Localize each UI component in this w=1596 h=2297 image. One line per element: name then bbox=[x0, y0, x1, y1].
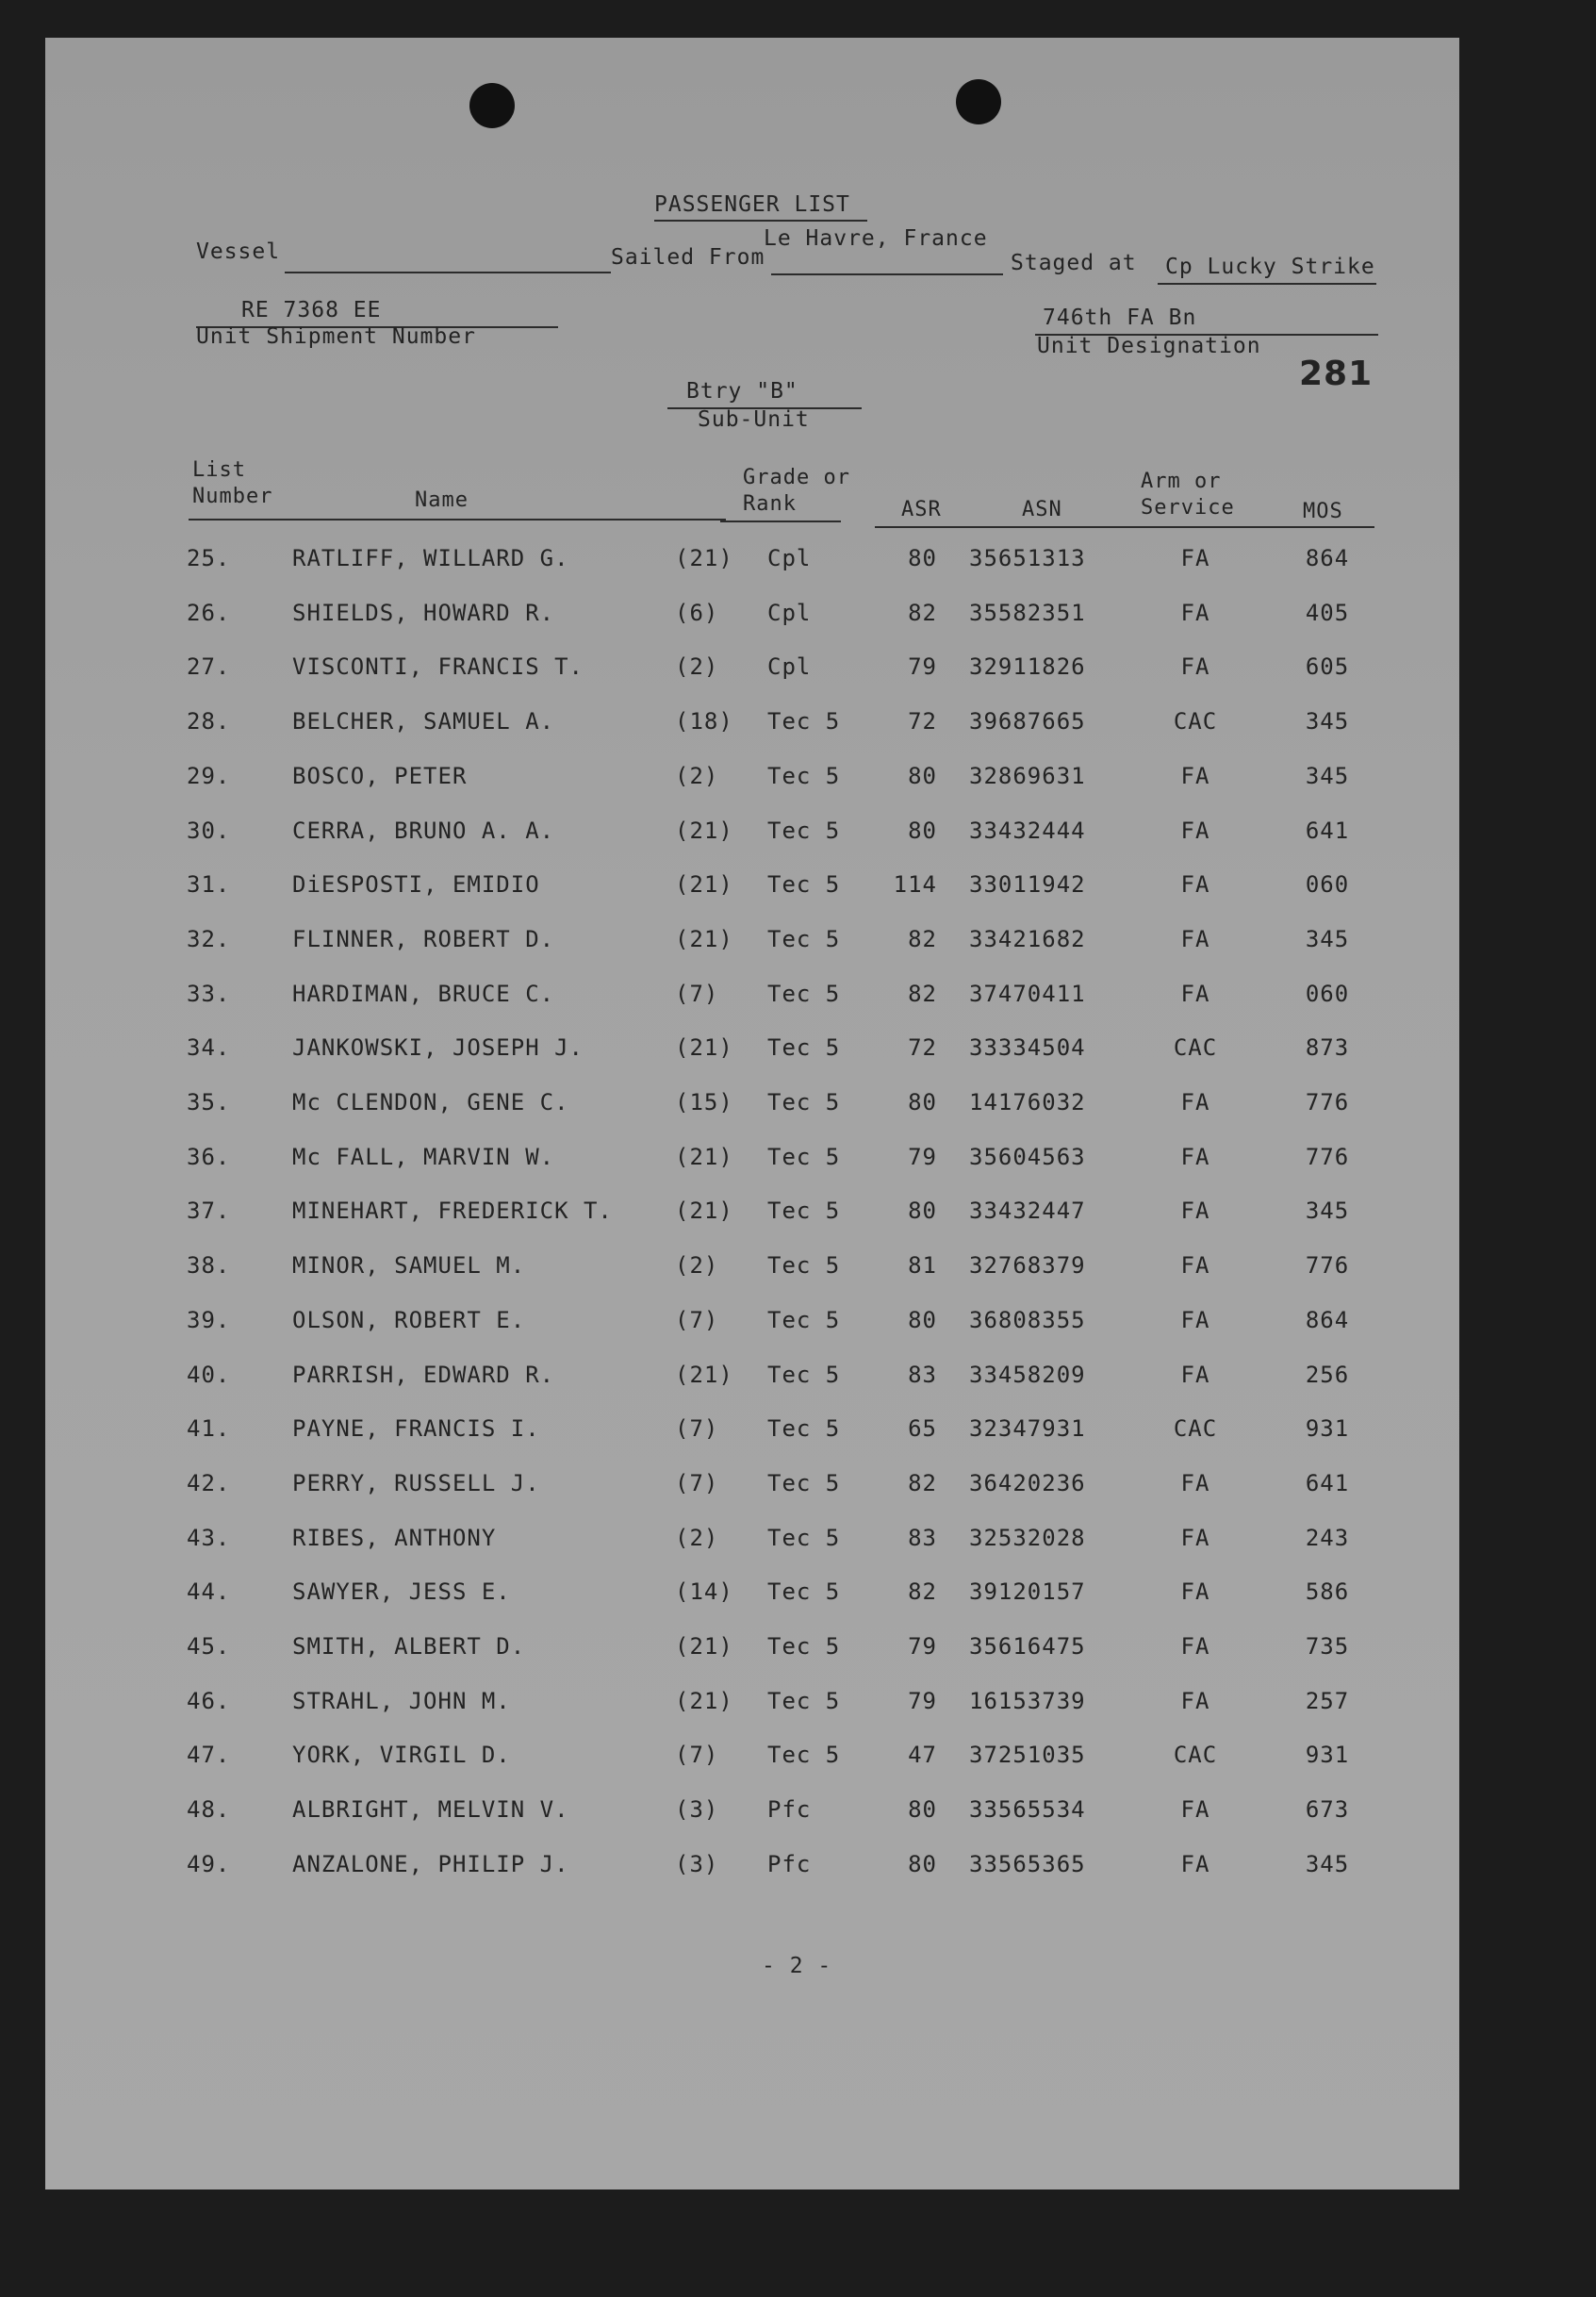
army-serial-number: 39120157 bbox=[969, 1578, 1086, 1606]
list-number: 29. bbox=[187, 762, 231, 789]
rank: Tec 5 bbox=[767, 1687, 841, 1714]
arm-or-service: FA bbox=[1180, 1089, 1210, 1115]
mos-code: 776 bbox=[1305, 1143, 1350, 1170]
staged-at-label: Staged at bbox=[1011, 251, 1137, 275]
grade-code: (21) bbox=[675, 1687, 733, 1714]
passenger-name: MINOR, SAMUEL M. bbox=[292, 1252, 526, 1280]
list-number: 45. bbox=[187, 1633, 231, 1660]
col-header-list: List bbox=[192, 458, 246, 482]
grade-code: (2) bbox=[675, 1524, 719, 1551]
list-number: 31. bbox=[187, 871, 231, 899]
passenger-name: RATLIFF, WILLARD G. bbox=[292, 545, 569, 571]
passenger-name: PERRY, RUSSELL J. bbox=[292, 1469, 540, 1496]
passenger-name: Mc CLENDON, GENE C. bbox=[292, 1089, 569, 1115]
mos-code: 257 bbox=[1305, 1687, 1350, 1714]
list-number: 41. bbox=[187, 1415, 231, 1443]
list-number: 44. bbox=[187, 1578, 231, 1606]
passenger-name: CERRA, BRUNO A. A. bbox=[292, 817, 555, 844]
army-serial-number: 33421682 bbox=[969, 925, 1086, 952]
table-row bbox=[45, 926, 1459, 979]
staged-at-value: Cp Lucky Strike bbox=[1165, 255, 1375, 279]
asr-score: 79 bbox=[908, 653, 937, 681]
army-serial-number: 33432444 bbox=[969, 817, 1086, 844]
mos-code: 931 bbox=[1305, 1742, 1350, 1769]
passenger-name: JANKOWSKI, JOSEPH J. bbox=[292, 1034, 584, 1062]
mos-code: 345 bbox=[1305, 1850, 1350, 1877]
asr-score: 80 bbox=[908, 1198, 937, 1225]
arm-or-service: FA bbox=[1180, 817, 1210, 844]
arm-or-service: FA bbox=[1180, 1252, 1210, 1280]
army-serial-number: 32347931 bbox=[969, 1415, 1086, 1443]
army-serial-number: 35616475 bbox=[969, 1633, 1086, 1660]
army-serial-number: 33458209 bbox=[969, 1361, 1086, 1388]
mos-code: 864 bbox=[1305, 1306, 1350, 1333]
sailed-from-value: Le Havre, France bbox=[764, 226, 988, 251]
mos-code: 605 bbox=[1305, 653, 1350, 681]
grade-code: (21) bbox=[675, 817, 733, 844]
arm-or-service: CAC bbox=[1173, 708, 1218, 735]
grade-code: (2) bbox=[675, 762, 719, 789]
asr-score: 80 bbox=[908, 1306, 937, 1333]
mos-code: 586 bbox=[1305, 1578, 1350, 1606]
arm-or-service: FA bbox=[1180, 1796, 1210, 1824]
passenger-name: PAYNE, FRANCIS I. bbox=[292, 1415, 540, 1443]
col-header-mos: MOS bbox=[1303, 500, 1343, 523]
grade-code: (21) bbox=[675, 925, 733, 952]
arm-or-service: FA bbox=[1180, 980, 1210, 1007]
asr-score: 80 bbox=[908, 1850, 937, 1877]
arm-or-service: FA bbox=[1180, 1361, 1210, 1388]
table-row bbox=[45, 1089, 1459, 1142]
grade-code: (21) bbox=[675, 1361, 733, 1388]
list-number: 47. bbox=[187, 1742, 231, 1769]
mos-code: 641 bbox=[1305, 817, 1350, 844]
grade-code: (7) bbox=[675, 980, 719, 1007]
asr-score: 114 bbox=[893, 871, 937, 899]
arm-or-service: CAC bbox=[1173, 1415, 1218, 1443]
header-rule-1 bbox=[189, 519, 726, 521]
mos-code: 776 bbox=[1305, 1252, 1350, 1280]
asr-score: 82 bbox=[908, 1469, 937, 1496]
arm-or-service: FA bbox=[1180, 1306, 1210, 1333]
table-row bbox=[45, 1198, 1459, 1250]
vessel-line bbox=[285, 272, 611, 273]
mos-code: 243 bbox=[1305, 1524, 1350, 1551]
list-number: 27. bbox=[187, 653, 231, 681]
arm-or-service: FA bbox=[1180, 1687, 1210, 1714]
grade-code: (2) bbox=[675, 653, 719, 681]
mos-code: 345 bbox=[1305, 708, 1350, 735]
army-serial-number: 32532028 bbox=[969, 1524, 1086, 1551]
table-row bbox=[45, 1851, 1459, 1904]
mos-code: 060 bbox=[1305, 871, 1350, 899]
table-row bbox=[45, 1525, 1459, 1578]
rank: Tec 5 bbox=[767, 1198, 841, 1225]
rank: Tec 5 bbox=[767, 1143, 841, 1170]
table-row bbox=[45, 1633, 1459, 1686]
passenger-name: Mc FALL, MARVIN W. bbox=[292, 1143, 555, 1170]
unit-designation-value: 746th FA Bn bbox=[1043, 306, 1197, 330]
title-underline bbox=[654, 220, 867, 222]
list-number: 49. bbox=[187, 1850, 231, 1877]
mos-code: 256 bbox=[1305, 1361, 1350, 1388]
asr-score: 47 bbox=[908, 1742, 937, 1769]
rank: Pfc bbox=[767, 1850, 812, 1877]
unit-shipment-number-value: RE 7368 EE bbox=[241, 298, 382, 322]
rank: Cpl bbox=[767, 545, 812, 571]
col-header-grade: Grade or bbox=[743, 466, 850, 489]
table-row bbox=[45, 545, 1459, 598]
passenger-name: MINEHART, FREDERICK T. bbox=[292, 1198, 613, 1225]
grade-code: (21) bbox=[675, 871, 733, 899]
list-number: 36. bbox=[187, 1143, 231, 1170]
asr-score: 80 bbox=[908, 545, 937, 571]
grade-code: (7) bbox=[675, 1415, 719, 1443]
mos-code: 735 bbox=[1305, 1633, 1350, 1660]
passenger-name: YORK, VIRGIL D. bbox=[292, 1742, 511, 1769]
rank: Tec 5 bbox=[767, 1742, 841, 1769]
list-number: 43. bbox=[187, 1524, 231, 1551]
list-number: 37. bbox=[187, 1198, 231, 1225]
grade-code: (3) bbox=[675, 1850, 719, 1877]
col-header-asr: ASR bbox=[901, 498, 942, 521]
arm-or-service: FA bbox=[1180, 1850, 1210, 1877]
grade-code: (21) bbox=[675, 1034, 733, 1062]
page-stamp-number: 281 bbox=[1299, 355, 1374, 393]
unit-designation-label: Unit Designation bbox=[1037, 334, 1261, 358]
asr-score: 80 bbox=[908, 817, 937, 844]
arm-or-service: FA bbox=[1180, 1469, 1210, 1496]
rank: Tec 5 bbox=[767, 1089, 841, 1115]
army-serial-number: 32768379 bbox=[969, 1252, 1086, 1280]
form-title: PASSENGER LIST bbox=[654, 192, 850, 217]
table-row bbox=[45, 981, 1459, 1033]
passenger-name: BOSCO, PETER bbox=[292, 762, 468, 789]
table-row bbox=[45, 1578, 1459, 1631]
rank: Cpl bbox=[767, 653, 812, 681]
col-header-arm: Arm or bbox=[1141, 470, 1222, 493]
passenger-name: ANZALONE, PHILIP J. bbox=[292, 1850, 569, 1877]
army-serial-number: 33565365 bbox=[969, 1850, 1086, 1877]
army-serial-number: 36808355 bbox=[969, 1306, 1086, 1333]
list-number: 40. bbox=[187, 1361, 231, 1388]
passenger-name: RIBES, ANTHONY bbox=[292, 1524, 497, 1551]
page-footer: - 2 - bbox=[762, 1954, 832, 1978]
rank: Tec 5 bbox=[767, 1361, 841, 1388]
sub-unit-label: Sub-Unit bbox=[698, 407, 810, 432]
mos-code: 776 bbox=[1305, 1089, 1350, 1115]
unit-shipment-number-label: Unit Shipment Number bbox=[196, 324, 476, 349]
col-header-asn: ASN bbox=[1022, 498, 1062, 521]
grade-code: (18) bbox=[675, 708, 733, 735]
table-row bbox=[45, 1252, 1459, 1305]
asr-score: 83 bbox=[908, 1361, 937, 1388]
passenger-name: SMITH, ALBERT D. bbox=[292, 1633, 526, 1660]
table-row bbox=[45, 1688, 1459, 1741]
asr-score: 72 bbox=[908, 708, 937, 735]
asr-score: 79 bbox=[908, 1633, 937, 1660]
asr-score: 83 bbox=[908, 1524, 937, 1551]
army-serial-number: 14176032 bbox=[969, 1089, 1086, 1115]
rank: Tec 5 bbox=[767, 980, 841, 1007]
asr-score: 82 bbox=[908, 980, 937, 1007]
rank: Tec 5 bbox=[767, 1252, 841, 1280]
passenger-name: SHIELDS, HOWARD R. bbox=[292, 599, 555, 626]
table-row bbox=[45, 653, 1459, 706]
rank: Tec 5 bbox=[767, 1524, 841, 1551]
grade-code: (7) bbox=[675, 1469, 719, 1496]
mos-code: 931 bbox=[1305, 1415, 1350, 1443]
rank: Tec 5 bbox=[767, 1469, 841, 1496]
header-rule-2 bbox=[720, 521, 841, 522]
list-number: 46. bbox=[187, 1687, 231, 1714]
asr-score: 81 bbox=[908, 1252, 937, 1280]
army-serial-number: 32911826 bbox=[969, 653, 1086, 681]
list-number: 39. bbox=[187, 1306, 231, 1333]
sailed-from-label: Sailed From bbox=[611, 245, 765, 270]
army-serial-number: 37251035 bbox=[969, 1742, 1086, 1769]
list-number: 38. bbox=[187, 1252, 231, 1280]
mos-code: 873 bbox=[1305, 1034, 1350, 1062]
list-number: 35. bbox=[187, 1089, 231, 1115]
header-rule-3 bbox=[875, 526, 1374, 528]
passenger-name: SAWYER, JESS E. bbox=[292, 1578, 511, 1606]
vessel-label: Vessel bbox=[196, 240, 281, 264]
mos-code: 060 bbox=[1305, 980, 1350, 1007]
arm-or-service: FA bbox=[1180, 545, 1210, 571]
grade-code: (21) bbox=[675, 1198, 733, 1225]
asr-score: 82 bbox=[908, 1578, 937, 1606]
asr-score: 82 bbox=[908, 925, 937, 952]
table-row bbox=[45, 1796, 1459, 1849]
list-number: 42. bbox=[187, 1469, 231, 1496]
table-row bbox=[45, 1034, 1459, 1087]
arm-or-service: FA bbox=[1180, 1633, 1210, 1660]
grade-code: (21) bbox=[675, 1143, 733, 1170]
sailed-from-line bbox=[771, 273, 1003, 275]
list-number: 28. bbox=[187, 708, 231, 735]
list-number: 32. bbox=[187, 925, 231, 952]
table-row bbox=[45, 871, 1459, 924]
col-header-name: Name bbox=[415, 488, 469, 512]
arm-or-service: FA bbox=[1180, 762, 1210, 789]
grade-code: (2) bbox=[675, 1252, 719, 1280]
mos-code: 864 bbox=[1305, 545, 1350, 571]
asr-score: 79 bbox=[908, 1143, 937, 1170]
asr-score: 65 bbox=[908, 1415, 937, 1443]
table-row bbox=[45, 1307, 1459, 1360]
arm-or-service: FA bbox=[1180, 925, 1210, 952]
passenger-name: OLSON, ROBERT E. bbox=[292, 1306, 526, 1333]
arm-or-service: FA bbox=[1180, 1524, 1210, 1551]
table-row bbox=[45, 1362, 1459, 1414]
passenger-name: HARDIMAN, BRUCE C. bbox=[292, 980, 555, 1007]
arm-or-service: CAC bbox=[1173, 1742, 1218, 1769]
staged-at-line bbox=[1158, 283, 1376, 285]
mos-code: 345 bbox=[1305, 1198, 1350, 1225]
table-row bbox=[45, 818, 1459, 870]
grade-code: (6) bbox=[675, 599, 719, 626]
army-serial-number: 16153739 bbox=[969, 1687, 1086, 1714]
grade-code: (21) bbox=[675, 1633, 733, 1660]
arm-or-service: FA bbox=[1180, 599, 1210, 626]
list-number: 26. bbox=[187, 599, 231, 626]
document-page bbox=[45, 38, 1459, 2190]
list-number: 25. bbox=[187, 545, 231, 571]
passenger-name: VISCONTI, FRANCIS T. bbox=[292, 653, 584, 681]
table-row bbox=[45, 1144, 1459, 1197]
arm-or-service: FA bbox=[1180, 1198, 1210, 1225]
army-serial-number: 35604563 bbox=[969, 1143, 1086, 1170]
asr-score: 79 bbox=[908, 1687, 937, 1714]
army-serial-number: 33432447 bbox=[969, 1198, 1086, 1225]
sub-unit-value: Btry "B" bbox=[686, 379, 798, 404]
asr-score: 80 bbox=[908, 1796, 937, 1824]
passenger-name: FLINNER, ROBERT D. bbox=[292, 925, 555, 952]
army-serial-number: 33011942 bbox=[969, 871, 1086, 899]
arm-or-service: CAC bbox=[1173, 1034, 1218, 1062]
mos-code: 641 bbox=[1305, 1469, 1350, 1496]
table-row bbox=[45, 600, 1459, 653]
mos-code: 345 bbox=[1305, 925, 1350, 952]
passenger-name: PARRISH, EDWARD R. bbox=[292, 1361, 555, 1388]
grade-code: (7) bbox=[675, 1306, 719, 1333]
asr-score: 80 bbox=[908, 762, 937, 789]
passenger-name: BELCHER, SAMUEL A. bbox=[292, 708, 555, 735]
army-serial-number: 35582351 bbox=[969, 599, 1086, 626]
army-serial-number: 33565534 bbox=[969, 1796, 1086, 1824]
army-serial-number: 33334504 bbox=[969, 1034, 1086, 1062]
passenger-name: STRAHL, JOHN M. bbox=[292, 1687, 511, 1714]
asr-score: 80 bbox=[908, 1089, 937, 1115]
rank: Tec 5 bbox=[767, 871, 841, 899]
rank: Pfc bbox=[767, 1796, 812, 1824]
passenger-name: DiESPOSTI, EMIDIO bbox=[292, 871, 540, 899]
table-row bbox=[45, 1415, 1459, 1468]
grade-code: (3) bbox=[675, 1796, 719, 1824]
rank: Tec 5 bbox=[767, 1415, 841, 1443]
rank: Tec 5 bbox=[767, 1034, 841, 1062]
table-row bbox=[45, 763, 1459, 816]
army-serial-number: 36420236 bbox=[969, 1469, 1086, 1496]
list-number: 34. bbox=[187, 1034, 231, 1062]
table-row bbox=[45, 1470, 1459, 1523]
punch-hole-left bbox=[469, 83, 515, 128]
rank: Tec 5 bbox=[767, 1633, 841, 1660]
army-serial-number: 35651313 bbox=[969, 545, 1086, 571]
army-serial-number: 32869631 bbox=[969, 762, 1086, 789]
table-row bbox=[45, 708, 1459, 761]
passenger-name: ALBRIGHT, MELVIN V. bbox=[292, 1796, 569, 1824]
asr-score: 72 bbox=[908, 1034, 937, 1062]
asr-score: 82 bbox=[908, 599, 937, 626]
mos-code: 673 bbox=[1305, 1796, 1350, 1824]
col-header-service: Service bbox=[1141, 496, 1235, 520]
rank: Tec 5 bbox=[767, 708, 841, 735]
table-row bbox=[45, 1742, 1459, 1794]
rank: Tec 5 bbox=[767, 1306, 841, 1333]
col-header-number: Number bbox=[192, 485, 273, 508]
list-number: 48. bbox=[187, 1796, 231, 1824]
mos-code: 405 bbox=[1305, 599, 1350, 626]
grade-code: (7) bbox=[675, 1742, 719, 1769]
arm-or-service: FA bbox=[1180, 1143, 1210, 1170]
army-serial-number: 39687665 bbox=[969, 708, 1086, 735]
rank: Tec 5 bbox=[767, 925, 841, 952]
list-number: 30. bbox=[187, 817, 231, 844]
grade-code: (21) bbox=[675, 545, 733, 571]
arm-or-service: FA bbox=[1180, 1578, 1210, 1606]
rank: Cpl bbox=[767, 599, 812, 626]
arm-or-service: FA bbox=[1180, 871, 1210, 899]
rank: Tec 5 bbox=[767, 817, 841, 844]
col-header-rank: Rank bbox=[743, 492, 797, 516]
mos-code: 345 bbox=[1305, 762, 1350, 789]
arm-or-service: FA bbox=[1180, 653, 1210, 681]
rank: Tec 5 bbox=[767, 762, 841, 789]
grade-code: (14) bbox=[675, 1578, 733, 1606]
army-serial-number: 37470411 bbox=[969, 980, 1086, 1007]
list-number: 33. bbox=[187, 980, 231, 1007]
rank: Tec 5 bbox=[767, 1578, 841, 1606]
punch-hole-right bbox=[956, 79, 1001, 124]
grade-code: (15) bbox=[675, 1089, 733, 1115]
